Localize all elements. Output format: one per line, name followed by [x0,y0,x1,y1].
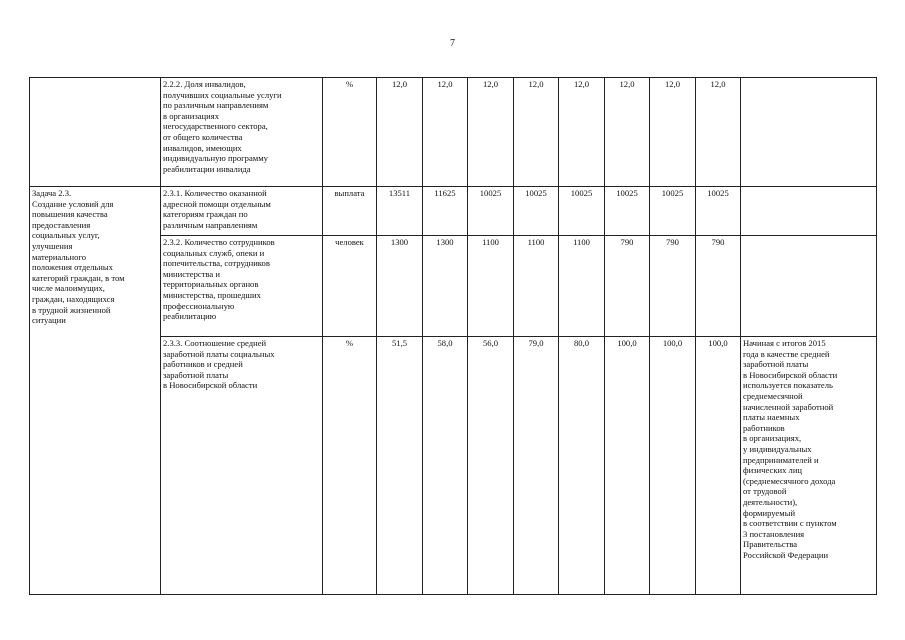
cell-text-line: формируемый [743,507,796,518]
cell-text-line: реабилитации инвалида [163,163,251,174]
cell-text-line: реабилитацию [163,311,217,322]
cell-text-line: попечительства, сотрудников [163,258,270,269]
cell-text-line: начисленной заработной [743,401,834,412]
cell-text-line: заработной платы [743,359,809,370]
cell-text-line: Задача 2.3. [32,188,72,198]
cell-text-line: территориальных органов [163,279,259,290]
note-cell [741,187,877,236]
value-cell: 12,0 [468,78,514,187]
cell-text-line: материального [32,251,87,262]
cell-text-line: заработной платы социальных [163,348,275,359]
value-cell: 100,0 [650,337,696,595]
value-cell: 58,0 [423,337,468,595]
cell-text-line: получивших социальные услуги [163,89,282,100]
value-cell: 12,0 [605,78,650,187]
cell-text-line: категориям граждан по [163,209,248,220]
cell-text-line: работников и средней [163,359,243,370]
value-cell: 100,0 [605,337,650,595]
cell-text-line: Начиная с итогов 2015 [743,338,826,348]
cell-text-line: инвалидов, имеющих [163,142,242,153]
value-cell: 80,0 [559,337,605,595]
cell-text-line: от общего количества [163,131,243,142]
note-cell [741,78,877,187]
value-cell: 790 [650,236,696,337]
cell-text-line: в Новосибирской области [163,380,258,391]
cell-text-line: от трудовой [743,486,787,497]
value-cell: 10025 [559,187,605,236]
value-cell: 1100 [514,236,559,337]
cell-text-line: 2.3.3. Соотношение средней [163,338,267,348]
table-row [30,78,877,187]
task-cell [30,187,161,595]
value-cell: 790 [605,236,650,337]
cell-text-line: платы наемных [743,412,800,423]
cell-text-line: физических лиц [743,465,803,476]
cell-text-line: 2.2.2. Доля инвалидов, [163,79,246,89]
value-cell: 1100 [468,236,514,337]
cell-text-line: используется показатель [743,380,833,391]
cell-text-line: категорий граждан, в том [32,272,125,283]
value-cell: 1300 [377,236,423,337]
cell-text-line: в трудной жизненной [32,304,111,315]
cell-text-line: у индивидуальных [743,443,812,454]
cell-text-line: министерства и [163,268,220,279]
value-cell: 1100 [559,236,605,337]
value-cell: 12,0 [377,78,423,187]
cell-text-line: профессиональную [163,300,235,311]
cell-text-line: предоставления [32,219,91,230]
cell-text-line: улучшения [32,240,73,251]
note-cell [741,236,877,337]
table-row [30,187,877,236]
cell-text-line: деятельности), [743,496,798,507]
cell-text-line: социальных служб, опеки и [163,247,265,258]
value-cell: 10025 [696,187,741,236]
unit-cell: % [323,337,377,595]
indicator-cell [161,236,323,337]
cell-text-line: по различным направлениям [163,100,269,111]
cell-text-line: министерства, прошедших [163,289,261,300]
cell-text-line: среднемесячной [743,390,803,401]
value-cell: 100,0 [696,337,741,595]
cell-text-line: адресной помощи отдельным [163,198,271,209]
task-cell [30,78,161,187]
cell-text-line: заработной платы [163,369,229,380]
indicator-cell [161,187,323,236]
cell-text-line: числе малоимущих, [32,283,105,294]
cell-text-line: года в качестве средней [743,348,830,359]
page-number: 7 [450,38,455,49]
value-cell: 13511 [377,187,423,236]
value-cell: 10025 [650,187,696,236]
cell-text-line: Российской Федерации [743,549,829,560]
note-cell [741,337,877,595]
value-cell: 1300 [423,236,468,337]
unit-cell: человек [323,236,377,337]
value-cell: 10025 [514,187,559,236]
cell-text-line: предпринимателей и [743,454,819,465]
cell-text-line: в Новосибирской области [743,369,838,380]
value-cell: 51,5 [377,337,423,595]
cell-text-line: 2.3.2. Количество сотрудников [163,237,275,247]
cell-text-line: положения отдельных [32,262,113,273]
unit-cell: % [323,78,377,187]
value-cell: 56,0 [468,337,514,595]
value-cell: 12,0 [423,78,468,187]
cell-text-line: работников [743,422,785,433]
cell-text-line: в организациях [163,110,219,121]
indicator-cell [161,78,323,187]
cell-text-line: индивидуальную программу [163,153,268,164]
value-cell: 12,0 [696,78,741,187]
value-cell: 10025 [605,187,650,236]
value-cell: 79,0 [514,337,559,595]
indicators-table [29,77,877,595]
cell-text-line: (среднемесячного дохода [743,475,836,486]
value-cell: 12,0 [514,78,559,187]
cell-text-line: Правительства [743,539,798,550]
cell-text-line: социальных услуг, [32,230,100,241]
cell-text-line: 3 постановления [743,528,805,539]
cell-text-line: различным направлениям [163,219,258,230]
cell-text-line: повышения качества [32,209,108,220]
cell-text-line: ситуации [32,315,66,326]
cell-text-line: в соответствии с пунктом [743,518,837,529]
value-cell: 12,0 [559,78,605,187]
value-cell: 12,0 [650,78,696,187]
cell-text-line: негосударственного сектора, [163,121,268,132]
value-cell: 790 [696,236,741,337]
unit-cell: выплата [323,187,377,236]
cell-text-line: Создание условий для [32,198,114,209]
indicator-cell [161,337,323,595]
cell-text-line: граждан, находящихся [32,293,115,304]
value-cell: 11625 [423,187,468,236]
cell-text-line: 2.3.1. Количество оказанной [163,188,267,198]
value-cell: 10025 [468,187,514,236]
cell-text-line: в организациях, [743,433,802,444]
